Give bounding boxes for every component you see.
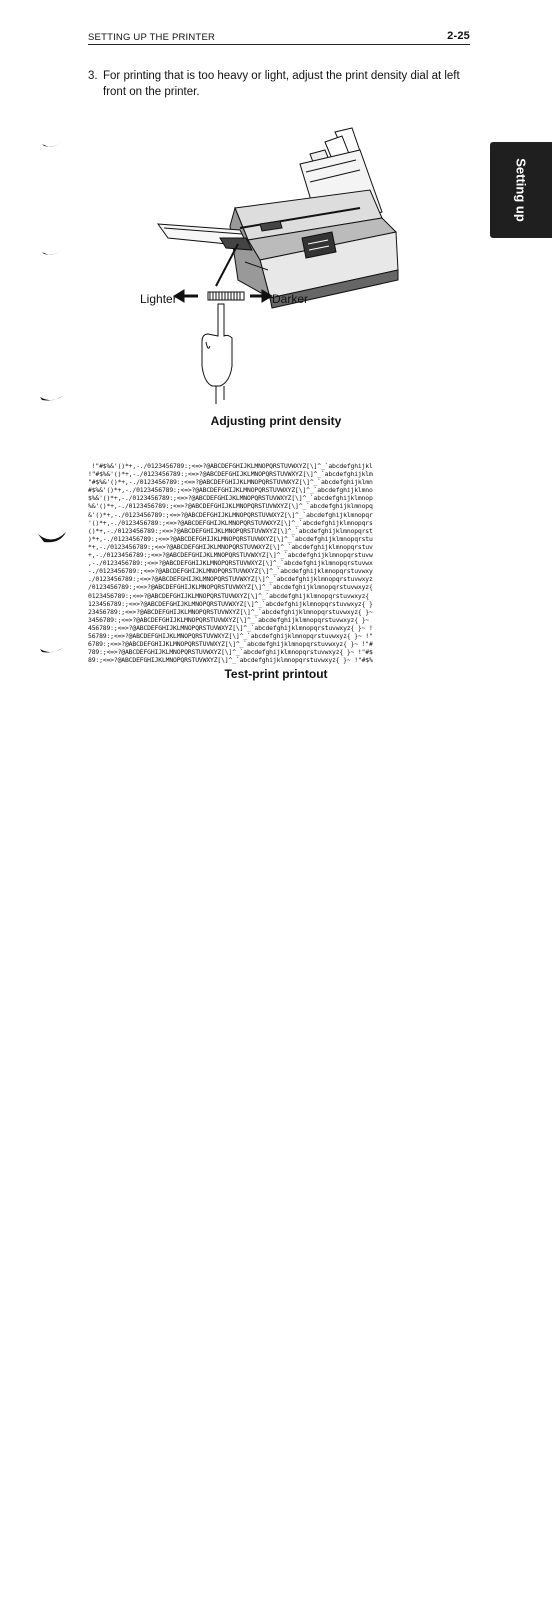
side-tab-label: Setting up xyxy=(513,158,529,222)
test-print-line: '()*+,-./0123456789:;<=>?@ABCDEFGHIJKLMNOPQRSTUVWXYZ[\]^_`abcdefghijklmnopqrs xyxy=(88,518,373,527)
test-print-line: 789:;<=>?@ABCDEFGHIJKLMNOPQRSTUVWXYZ[\]^_`abcdefghijklmnopqrstuvwxyz{ }~ !"#$ xyxy=(88,648,373,657)
test-print-line: 23456789:;<=>?@ABCDEFGHIJKLMNOPQRSTUVWXYZ[\]^_`abcdefghijklmnopqrstuvwxyz{ }~ xyxy=(88,607,373,616)
test-print-line: 56789:;<=>?@ABCDEFGHIJKLMNOPQRSTUVWXYZ[\]^_`abcdefghijklmnopqrstuvwxyz{ }~ !" xyxy=(88,631,373,640)
step-number: 3. xyxy=(88,70,98,82)
test-print-line: 6789:;<=>?@ABCDEFGHIJKLMNOPQRSTUVWXYZ[\]^_`abcdefghijklmnopqrstuvwxyz{ }~ !"# xyxy=(88,640,373,649)
binder-mark-icon xyxy=(0,244,70,264)
test-print-line: &'()*+,-./0123456789:;<=>?@ABCDEFGHIJKLMNOPQRSTUVWXYZ[\]^_`abcdefghijklmnopqr xyxy=(88,510,373,519)
binder-mark-icon xyxy=(0,642,70,662)
lighter-label: Lighter xyxy=(140,292,177,306)
test-print-line: )*+,-./0123456789:;<=>?@ABCDEFGHIJKLMNOPQRSTUVWXYZ[\]^_`abcdefghijklmnopqrstu xyxy=(88,534,373,543)
test-print-line: !"#$%&'()*+,-./0123456789:;<=>?@ABCDEFGHIJKLMNOPQRSTUVWXYZ[\]^_`abcdefghijklm xyxy=(88,470,373,479)
test-print-line: #$%&'()*+,-./0123456789:;<=>?@ABCDEFGHIJKLMNOPQRSTUVWXYZ[\]^_`abcdefghijklmno xyxy=(88,486,373,495)
test-print-caption: Test-print printout xyxy=(224,667,328,681)
test-print-line: $%&'()*+,-./0123456789:;<=>?@ABCDEFGHIJKLMNOPQRSTUVWXYZ[\]^_`abcdefghijklmnop xyxy=(88,494,373,503)
page-number: 2-25 xyxy=(447,30,470,42)
test-print-line: +,-./0123456789:;<=>?@ABCDEFGHIJKLMNOPQRSTUVWXYZ[\]^_`abcdefghijklmnopqrstuvw xyxy=(88,551,373,560)
test-print-line: *+,-./0123456789:;<=>?@ABCDEFGHIJKLMNOPQRSTUVWXYZ[\]^_`abcdefghijklmnopqrstuv xyxy=(88,542,373,551)
test-print-line: -./0123456789:;<=>?@ABCDEFGHIJKLMNOPQRSTUVWXYZ[\]^_`abcdefghijklmnopqrstuvwxy xyxy=(88,567,373,576)
test-print-line: ()*+,-./0123456789:;<=>?@ABCDEFGHIJKLMNOPQRSTUVWXYZ[\]^_`abcdefghijklmnopqrst xyxy=(88,526,373,535)
binder-mark-icon xyxy=(0,390,70,410)
test-print-line: 89:;<=>?@ABCDEFGHIJKLMNOPQRSTUVWXYZ[\]^_`abcdefghijklmnopqrstuvwxyz{ }~ !"#$% xyxy=(88,656,373,665)
instruction-step xyxy=(88,68,468,100)
figure-caption: Adjusting print density xyxy=(210,414,342,428)
test-print-line: 3456789:;<=>?@ABCDEFGHIJKLMNOPQRSTUVWXYZ[\]^_`abcdefghijklmnopqrstuvwxyz{ }~ xyxy=(88,615,370,624)
test-print-line: ./0123456789:;<=>?@ABCDEFGHIJKLMNOPQRSTUVWXYZ[\]^_`abcdefghijklmnopqrstuvwxyz xyxy=(88,575,373,584)
printer-illustration xyxy=(120,120,440,410)
test-print-line: ,-./0123456789:;<=>?@ABCDEFGHIJKLMNOPQRSTUVWXYZ[\]^_`abcdefghijklmnopqrstuvwx xyxy=(88,559,373,568)
binder-mark-icon xyxy=(0,528,70,552)
step-text: For printing that is too heavy or light, adjust the print density dial at left front on the printer. xyxy=(103,70,460,98)
section-title: SETTING UP THE PRINTER xyxy=(88,32,216,43)
test-print-line: 123456789:;<=>?@ABCDEFGHIJKLMNOPQRSTUVWXYZ[\]^_`abcdefghijklmnopqrstuvwxyz{ } xyxy=(88,599,373,608)
test-print-line: 456789:;<=>?@ABCDEFGHIJKLMNOPQRSTUVWXYZ[\]^_`abcdefghijklmnopqrstuvwxyz{ }~ ! xyxy=(88,623,373,632)
binder-mark-icon xyxy=(0,136,70,156)
test-print-sample xyxy=(88,462,468,664)
page-header xyxy=(88,30,470,45)
test-print-line: %&'()*+,-./0123456789:;<=>?@ABCDEFGHIJKLMNOPQRSTUVWXYZ[\]^_`abcdefghijklmnopq xyxy=(88,502,373,511)
darker-label: Darker xyxy=(272,292,309,306)
test-print-line: "#$%&'()*+,-./0123456789:;<=>?@ABCDEFGHIJKLMNOPQRSTUVWXYZ[\]^_`abcdefghijklmn xyxy=(88,478,373,487)
side-tab xyxy=(490,142,552,238)
test-print-line: 0123456789:;<=>?@ABCDEFGHIJKLMNOPQRSTUVWXYZ[\]^_`abcdefghijklmnopqrstuvwxyz{ xyxy=(88,591,370,600)
test-print-line: !"#$%&'()*+,-./0123456789:;<=>?@ABCDEFGHIJKLMNOPQRSTUVWXYZ[\]^_`abcdefghijkl xyxy=(88,462,373,470)
test-print-line: /0123456789:;<=>?@ABCDEFGHIJKLMNOPQRSTUVWXYZ[\]^_`abcdefghijklmnopqrstuvwxyz{ xyxy=(88,583,373,592)
